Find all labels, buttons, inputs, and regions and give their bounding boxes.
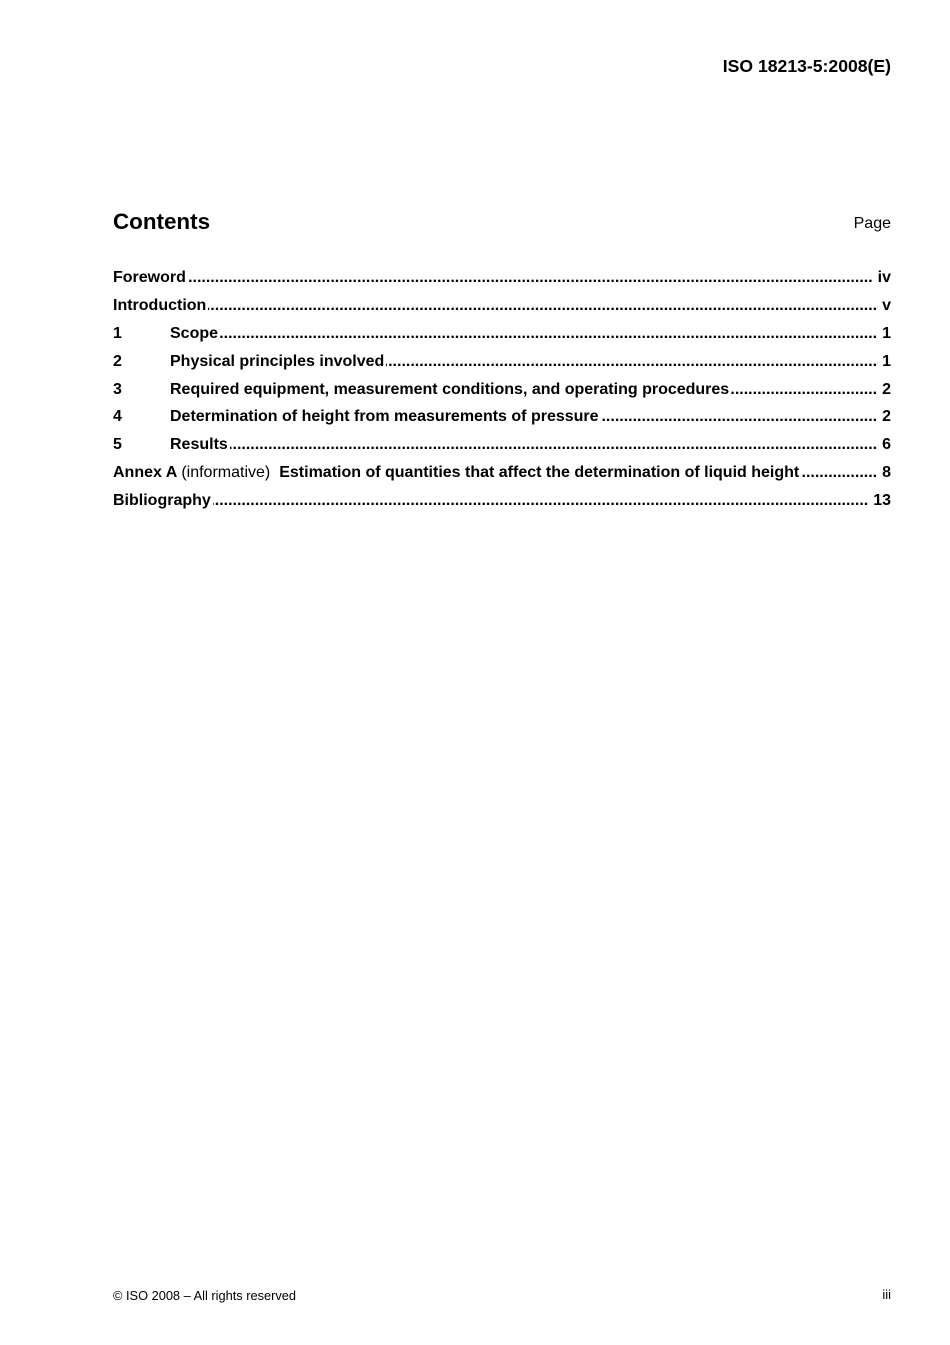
toc-entry-title: Scope bbox=[170, 324, 219, 342]
toc-entry-page-number: 1 bbox=[882, 324, 891, 342]
dot-leader bbox=[386, 348, 877, 376]
toc-entry-title: Foreword bbox=[113, 269, 186, 286]
dot-leader bbox=[188, 264, 873, 292]
page-number: iii bbox=[882, 1287, 891, 1302]
toc-entry-number: 2 bbox=[113, 352, 122, 370]
toc-entry-title: Results bbox=[170, 436, 228, 454]
dot-leader bbox=[208, 292, 877, 320]
toc-entry-bibliography[interactable] bbox=[113, 487, 891, 515]
annex-qualifier: (informative) bbox=[181, 464, 271, 482]
toc-entry-scope[interactable] bbox=[113, 320, 891, 348]
toc-entry-page-number: iv bbox=[877, 269, 891, 286]
copyright-notice: © ISO 2008 – All rights reserved bbox=[113, 1288, 296, 1303]
toc-entry-title: Determination of height from measurements of pressure bbox=[170, 408, 599, 426]
dot-leader bbox=[801, 459, 877, 487]
dot-leader bbox=[601, 403, 878, 431]
toc-entry-page-number: 2 bbox=[882, 408, 891, 426]
toc-entry-introduction[interactable] bbox=[113, 292, 891, 320]
toc-entry-foreword[interactable] bbox=[113, 264, 891, 292]
toc-entry-page-number: 8 bbox=[882, 464, 891, 482]
toc-entry-number: 4 bbox=[113, 408, 122, 426]
document-id-header: ISO 18213-5:2008(E) bbox=[722, 56, 891, 76]
dot-leader bbox=[213, 487, 868, 515]
toc-entry-determination-of-height[interactable] bbox=[113, 403, 891, 431]
table-of-contents bbox=[113, 264, 891, 515]
toc-entry-page-number: 6 bbox=[882, 436, 891, 454]
dot-leader bbox=[731, 376, 877, 404]
toc-entry-title: Bibliography bbox=[113, 492, 211, 510]
toc-entry-page-number: v bbox=[882, 296, 891, 314]
toc-entry-title: Introduction bbox=[113, 296, 207, 314]
toc-entry-title: Estimation of quantities that affect the determination of liquid height bbox=[279, 464, 800, 482]
toc-entry-physical-principles[interactable] bbox=[113, 348, 891, 376]
toc-entry-results[interactable] bbox=[113, 431, 891, 459]
toc-entry-number: 5 bbox=[113, 436, 122, 454]
toc-entry-title: Required equipment, measurement conditions, and operating procedures bbox=[170, 380, 730, 398]
toc-entry-annex-a[interactable] bbox=[113, 459, 891, 487]
contents-heading: Contents bbox=[113, 209, 211, 234]
toc-entry-page-number: 2 bbox=[882, 380, 891, 398]
toc-entry-number: 3 bbox=[113, 380, 122, 398]
dot-leader bbox=[230, 431, 877, 459]
toc-entry-title: Physical principles involved bbox=[170, 352, 385, 370]
toc-entry-required-equipment[interactable] bbox=[113, 376, 891, 404]
dot-leader bbox=[220, 320, 877, 348]
annex-label: Annex A bbox=[113, 464, 178, 482]
toc-entry-page-number: 13 bbox=[873, 492, 891, 510]
toc-entry-page-number: 1 bbox=[882, 352, 891, 370]
toc-entry-number: 1 bbox=[113, 324, 122, 342]
page-column-label: Page bbox=[853, 215, 891, 232]
